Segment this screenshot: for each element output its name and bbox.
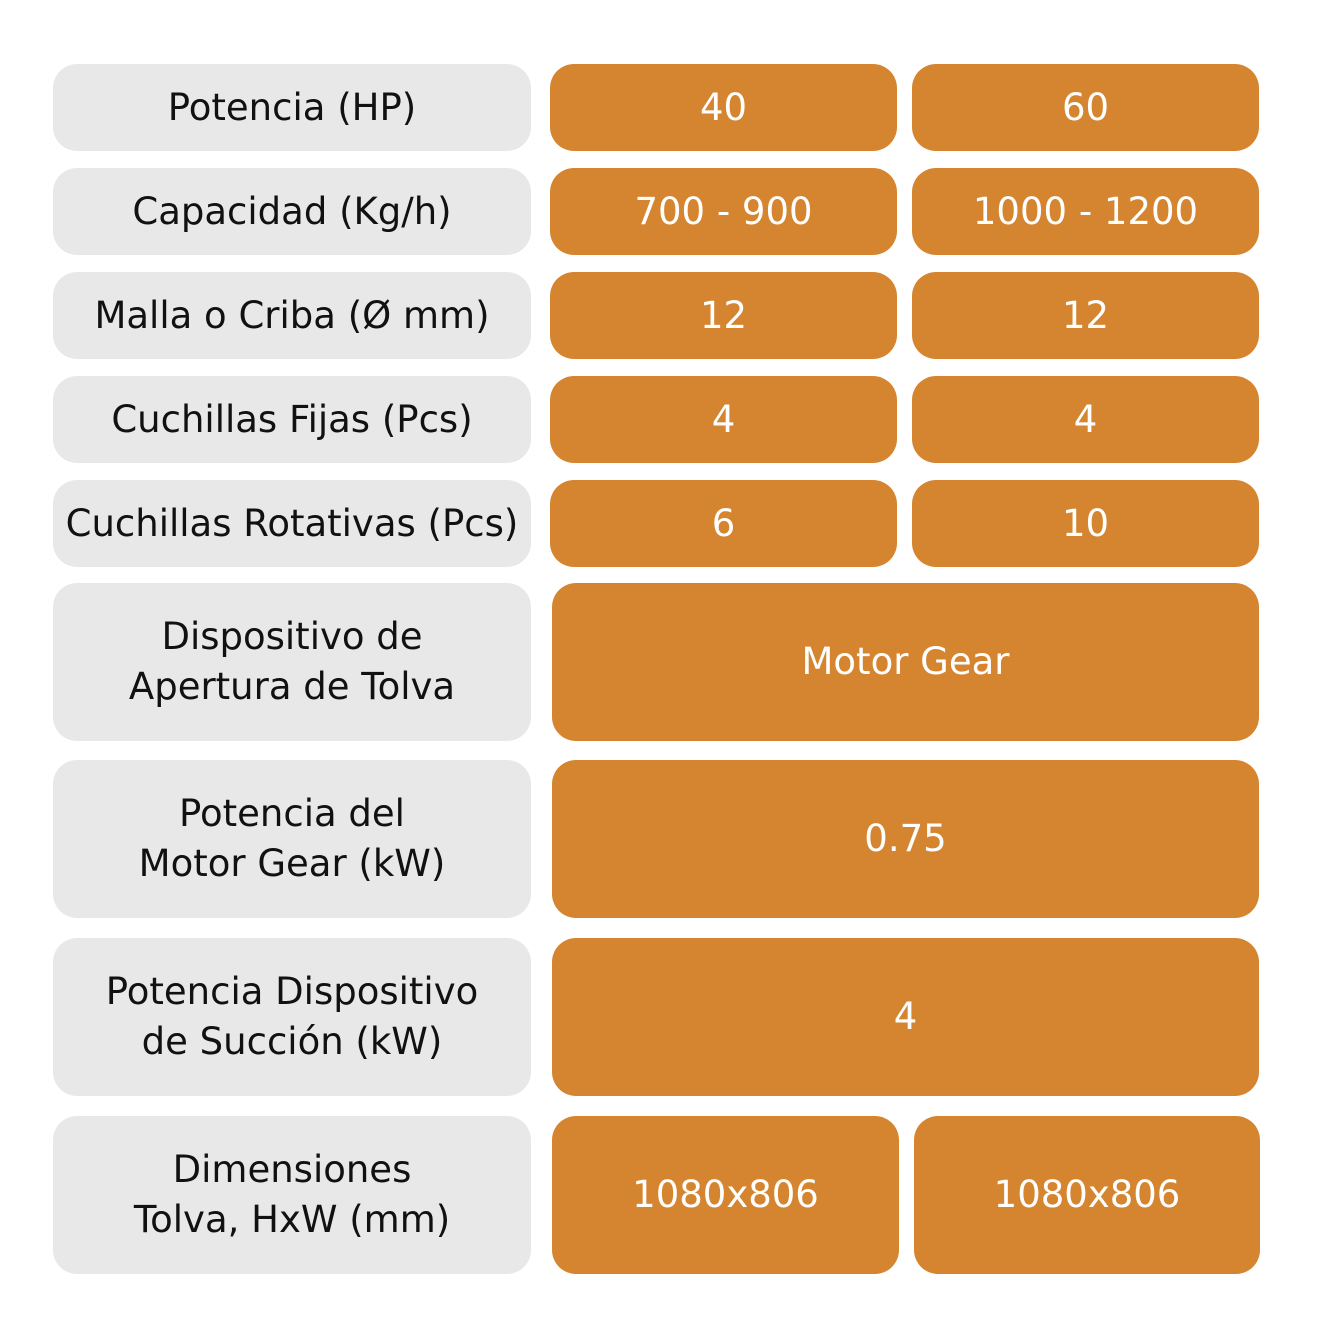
row-label-potencia-motor-gear: Potencia del Motor Gear (kW) — [53, 760, 531, 918]
row-label-cuchillas-rotativas: Cuchillas Rotativas (Pcs) — [53, 480, 531, 567]
row-value-potencia-motor-gear: 0.75 — [552, 760, 1259, 918]
row-label-cuchillas-fijas: Cuchillas Fijas (Pcs) — [53, 376, 531, 463]
row-value-potencia-succion: 4 — [552, 938, 1259, 1096]
row-value-cuchillas-rotativas-60hp: 10 — [912, 480, 1259, 567]
row-value-dimensiones-60hp: 1080x806 — [914, 1116, 1260, 1274]
row-label-potencia: Potencia (HP) — [53, 64, 531, 151]
row-value-dimensiones-40hp: 1080x806 — [552, 1116, 899, 1274]
row-label-capacidad: Capacidad (Kg/h) — [53, 168, 531, 255]
row-value-malla-60hp: 12 — [912, 272, 1259, 359]
row-value-potencia-60hp: 60 — [912, 64, 1259, 151]
row-label-potencia-succion: Potencia Dispositivo de Succión (kW) — [53, 938, 531, 1096]
row-value-potencia-40hp: 40 — [550, 64, 897, 151]
row-value-dispositivo-apertura: Motor Gear — [552, 583, 1259, 741]
row-value-capacidad-40hp: 700 - 900 — [550, 168, 897, 255]
row-value-cuchillas-fijas-60hp: 4 — [912, 376, 1259, 463]
row-value-cuchillas-fijas-40hp: 4 — [550, 376, 897, 463]
row-value-capacidad-60hp: 1000 - 1200 — [912, 168, 1259, 255]
row-value-cuchillas-rotativas-40hp: 6 — [550, 480, 897, 567]
row-value-malla-40hp: 12 — [550, 272, 897, 359]
row-label-dispositivo-apertura: Dispositivo de Apertura de Tolva — [53, 583, 531, 741]
row-label-dimensiones-tolva: Dimensiones Tolva, HxW (mm) — [53, 1116, 531, 1274]
row-label-malla: Malla o Criba (Ø mm) — [53, 272, 531, 359]
